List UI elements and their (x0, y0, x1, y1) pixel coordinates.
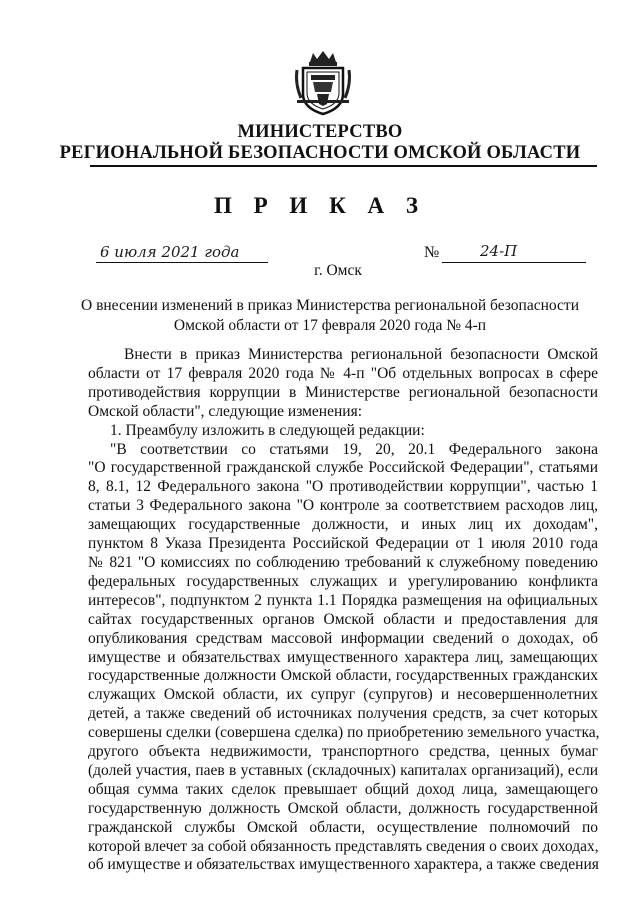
body-line: "В соответствии со статьями 19, 20, 20.1 Федерального закона (110, 440, 598, 458)
order-title: П Р И К А З (213, 193, 426, 218)
subject-line2: Омской области от 17 февраля 2020 года № 4-п (173, 317, 487, 334)
body-line: области от 17 февраля 2020 года № 4-п "Об отдельных вопросах в сфере (88, 364, 598, 382)
body-line: федеральных государственных служащих и урегулированию конфликта (88, 572, 598, 590)
body-line: пунктом 8 Указа Президента Российской Федерации от 1 июля 2010 года (88, 535, 598, 553)
order-date: 6 июля 2021 года (100, 243, 240, 261)
body-line: об имуществе и обязательствах имущественного характера, а также сведения (88, 856, 599, 874)
body-line: государственные должности Омской области, государственных гражданских (88, 667, 598, 685)
order-number: 24-П (480, 242, 518, 260)
order-city: г. Омск (314, 262, 362, 279)
body-line: имуществе и обязательствах имущественного характера лиц, замещающих (88, 648, 598, 666)
body-line: интересов", подпунктом 2 пункта 1.1 Порядка размещения на официальных (88, 591, 598, 609)
body-line: гражданской службы Омской области, осуществление полномочий по (88, 818, 598, 836)
body-line: опубликования средствам массовой информации сведений о доходах, об (88, 629, 598, 647)
body-line: противодействия коррупции в Министерстве региональной безопасности (88, 383, 598, 401)
body-line: которой влечет за собой обязанность представлять сведения о своих доходах, (88, 837, 599, 855)
body-line: другого объекта недвижимости, транспортного средства, ценных бумаг (88, 743, 598, 761)
ministry-title-line1: МИНИСТЕРСТВО (237, 122, 403, 142)
body-line: замещающих государственные должности, и иных лиц их доходам", (88, 516, 598, 534)
subject-line1: О внесении изменений в приказ Министерства региональной безопасности (81, 297, 579, 314)
coat-of-arms-emblem (293, 48, 353, 116)
ministry-title-line2: РЕГИОНАЛЬНОЙ БЕЗОПАСНОСТИ ОМСКОЙ ОБЛАСТИ (59, 143, 581, 163)
body-line: статьи 3 Федерального закона "О контроле за соответствием расходов лиц, (88, 497, 598, 515)
body-line: служащих Омской области, их супруг (супругов) и несовершеннолетних (88, 686, 598, 704)
number-sign: № (424, 244, 440, 261)
body-line: (долей участия, паев в уставных (складочных) капиталах организаций), если (88, 761, 598, 779)
body-line: № 821 "О комиссиях по соблюдению требований к служебному поведению (88, 553, 598, 571)
body-line: Внести в приказ Министерства региональной безопасности Омской (124, 346, 598, 363)
body-line: детей, а также сведений об источниках получения средств, за счет которых (88, 705, 598, 723)
body-line: общая сумма таких сделок превышает общий доход лица, замещающего (88, 780, 598, 798)
body-line: сайтах государственных органов Омской области и предоставления для (88, 610, 598, 628)
body-line: 1. Преамбулу изложить в следующей редакции: (110, 421, 425, 439)
body-line: "О государственной гражданской службе Российской Федерации", статьями (88, 459, 598, 477)
body-line: 8, 8.1, 12 Федерального закона "О противодействии коррупции", частью 1 (88, 478, 598, 496)
body-line: государственную должность Омской области, должность государственной (88, 799, 598, 817)
body-line: совершены сделки (совершена сделка) по приобретению земельного участка, (88, 724, 600, 742)
header-divider (90, 165, 597, 167)
body-line: Омской области", следующие изменения: (88, 402, 363, 420)
order-body (88, 346, 598, 875)
